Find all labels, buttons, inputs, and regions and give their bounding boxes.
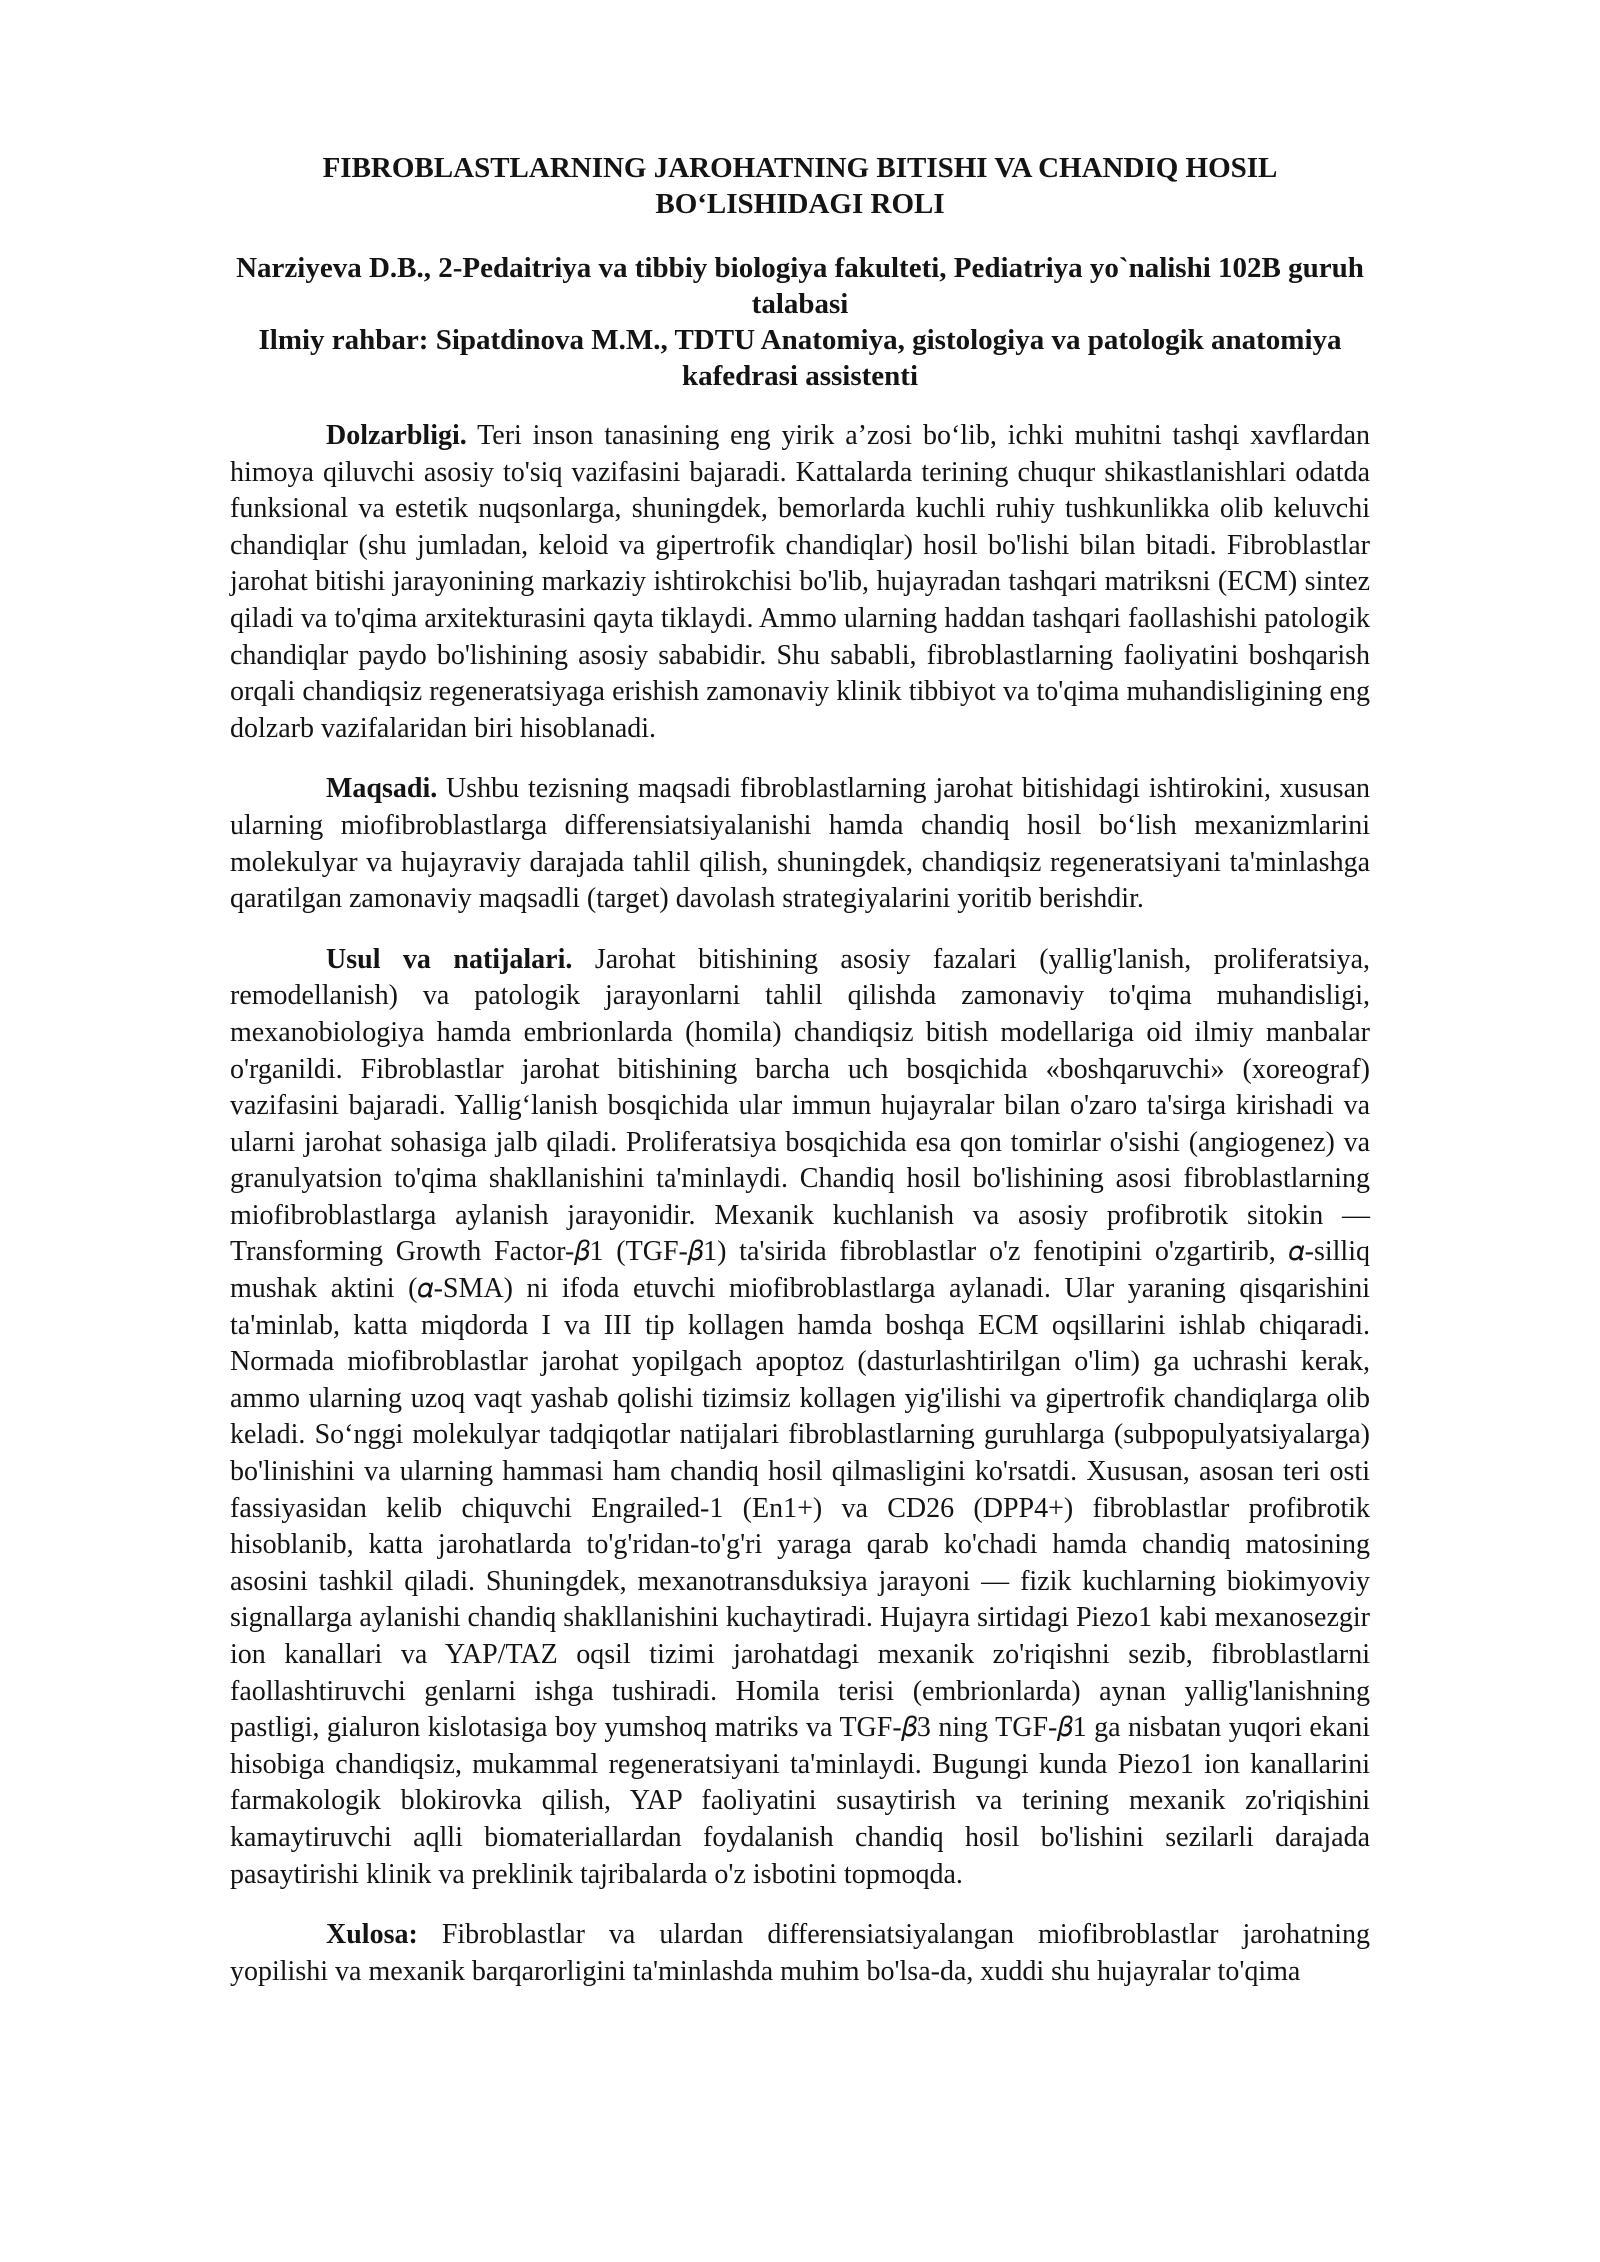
section-heading: Usul va natijalari.: [326, 943, 573, 975]
section-text: Ushbu tezisning maqsadi fibroblastlarning jarohat bitishidagi ishtirokini, xususan ularning miofibroblastlarga differensiatsiyalanishi hamda chandiq hosil bo‘lish mexanizmlarini molekulyar va hujayraviy darajada tahlil qilish, shuningdek, chandiqsiz regeneratsiyani ta'minlashga qaratilgan zamonaviy maqsadli (target) davolash strategiyalarini yoritib berishdir.: [230, 773, 1371, 915]
authors-block: [230, 250, 1370, 394]
section-heading: Xulosa:: [326, 1919, 418, 1951]
section-conclusion: [230, 1917, 1370, 1990]
section-relevance: [230, 418, 1370, 747]
section-text: Fibroblastlar va ulardan differensiatsiyalangan miofibroblastlar jarohatning yopilishi va mexanik barqarorligini ta'minlashda muhim bo'lsa-da, xuddi shu hujayralar to'qima: [230, 1919, 1370, 1987]
section-purpose: [230, 771, 1370, 917]
section-methods-results: [230, 942, 1370, 1893]
author-line: Narziyeva D.B., 2-Pedaitriya va tibbiy biologiya fakulteti, Pediatriya yo`nalishi 102B guruh talabasi: [236, 252, 1364, 320]
document-body: [230, 418, 1370, 2014]
supervisor-line: Ilmiy rahbar: Sipatdinova M.M., TDTU Anatomiya, gistologiya va patologik anatomiya kafedrasi assistenti: [258, 324, 1342, 392]
section-heading: Dolzarbligi.: [326, 420, 467, 451]
section-text: Teri inson tanasining eng yirik a’zosi bo‘lib, ichki muhitni tashqi xavflardan himoya qiluvchi asosiy to'siq vazifasini bajaradi. Kattalarda terining chuqur shikastlanishlari odatda funksional va estetik nuqsonlarga, shuningdek, bemorlarda kuchli ruhiy tushkunlikka olib keluvchi chandiqlar (shu jumladan, keloid va gipertrofik chandiqlar) hosil bo'lishi bilan bitadi. Fibroblastlar jarohat bitishi jarayonining markaziy ishtirokchisi bo'lib, hujayradan tashqari matriksni (ECM) sintez qiladi va to'qima arxitekturasini qayta tiklaydi. Ammo ularning haddan tashqari faollashishi patologik chandiqlar paydo bo'lishining asosiy sababidir. Shu sababli, fibroblastlarning faoliyatini boshqarish orqali chandiqsiz regeneratsiyaga erishish zamonaviy klinik tibbiyot va to'qima muhandisligining eng dolzarb vazifalaridan biri hisoblanadi.: [230, 420, 1370, 744]
section-text: Jarohat bitishining asosiy fazalari (yallig'lanish, proliferatsiya, remodellanish) va patologik jarayonlarni tahlil qilishda zamonaviy to'qima muhandisligi, mexanobiologiya hamda embrionlarda (homila) chandiqsiz bitish modellariga oid ilmiy manbalar o'rganildi. Fibroblastlar jarohat bitishining barcha uch bosqichida «boshqaruvchi» (xoreograf) vazifasini bajaradi. Yallig‘lanish bosqichida ular immun hujayralar bilan o'zaro ta'sirga kirishadi va ularni jarohat sohasiga jalb qiladi. Proliferatsiya bosqichida esa qon tomirlar o'sishi (angiogenez) va granulyatsion to'qima shakllanishini ta'minlaydi. Chandiq hosil bo'lishining asosi fibroblastlarning miofibroblastlarga aylanish jarayonidir. Mexanik kuchlanish va asosiy profibrotik sitokin — Transforming Growth Factor-𝛽1 (TGF-𝛽1) ta'sirida fibroblastlar o'z fenotipini o'zgartirib, 𝛼-silliq mushak aktini (𝛼-SMA) ni ifoda etuvchi miofibroblastlarga aylanadi. Ular yaraning qisqarishini ta'minlab, katta miqdorda I va III tip kollagen hamda boshqa ECM oqsillarini ishlab chiqaradi. Normada miofibroblastlar jarohat yopilgach apoptoz (dasturlashtirilgan o'lim) ga uchrashi kerak, ammo ularning uzoq vaqt yashab qolishi tizimsiz kollagen yig'ilishi va gipertrofik chandiqlarga olib keladi. So‘nggi molekulyar tadqiqotlar natijalari fibroblastlarning guruhlarga (subpopulyatsiyalarga) bo'linishini va ularning hammasi ham chandiq hosil qilmasligini ko'rsatdi. Xususan, asosan teri osti fassiyasidan kelib chiquvchi Engrailed-1 (En1+) va CD26 (DPP4+) fibroblastlar profibrotik hisoblanib, katta jarohatlarda to'g'ridan-to'g'ri yaraga qarab ko'chadi hamda chandiq matosining asosini tashkil qiladi. Shuningdek, mexanotransduksiya jarayoni — fizik kuchlarning biokimyoviy signallarga aylanishi chandiq shakllanishini kuchaytiradi. Hujayra sirtidagi Piezo1 kabi mexanosezgir ion kanallari va YAP/TAZ oqsil tizimi jarohatdagi mexanik zo'riqishni sezib, fibroblastlarni faollashtiruvchi genlarni ishga tushiradi. Homila terisi (embrionlarda) aynan yallig'lanishning pastligi, gialuron kislotasiga boy yumshoq matriks va TGF-𝛽3 ning TGF-𝛽1 ga nisbatan yuqori ekani hisobiga chandiqsiz, mukammal regeneratsiyani ta'minlaydi. Bugungi kunda Piezo1 ion kanallarini farmakologik blokirovka qilish, YAP faoliyatini susaytirish va terining mexanik zo'riqishini kamaytiruvchi aqlli biomateriallardan foydalanish chandiq hosil bo'lishini sezilarli darajada pasaytirishi klinik va preklinik tajribalarda o'z isbotini topmoqda.: [230, 943, 1370, 1890]
section-heading: Maqsadi.: [326, 773, 438, 805]
document-title: FIBROBLASTLARNING JAROHATNING BITISHI VA CHANDIQ HOSIL BO‘LISHIDAGI ROLI: [322, 152, 1278, 220]
